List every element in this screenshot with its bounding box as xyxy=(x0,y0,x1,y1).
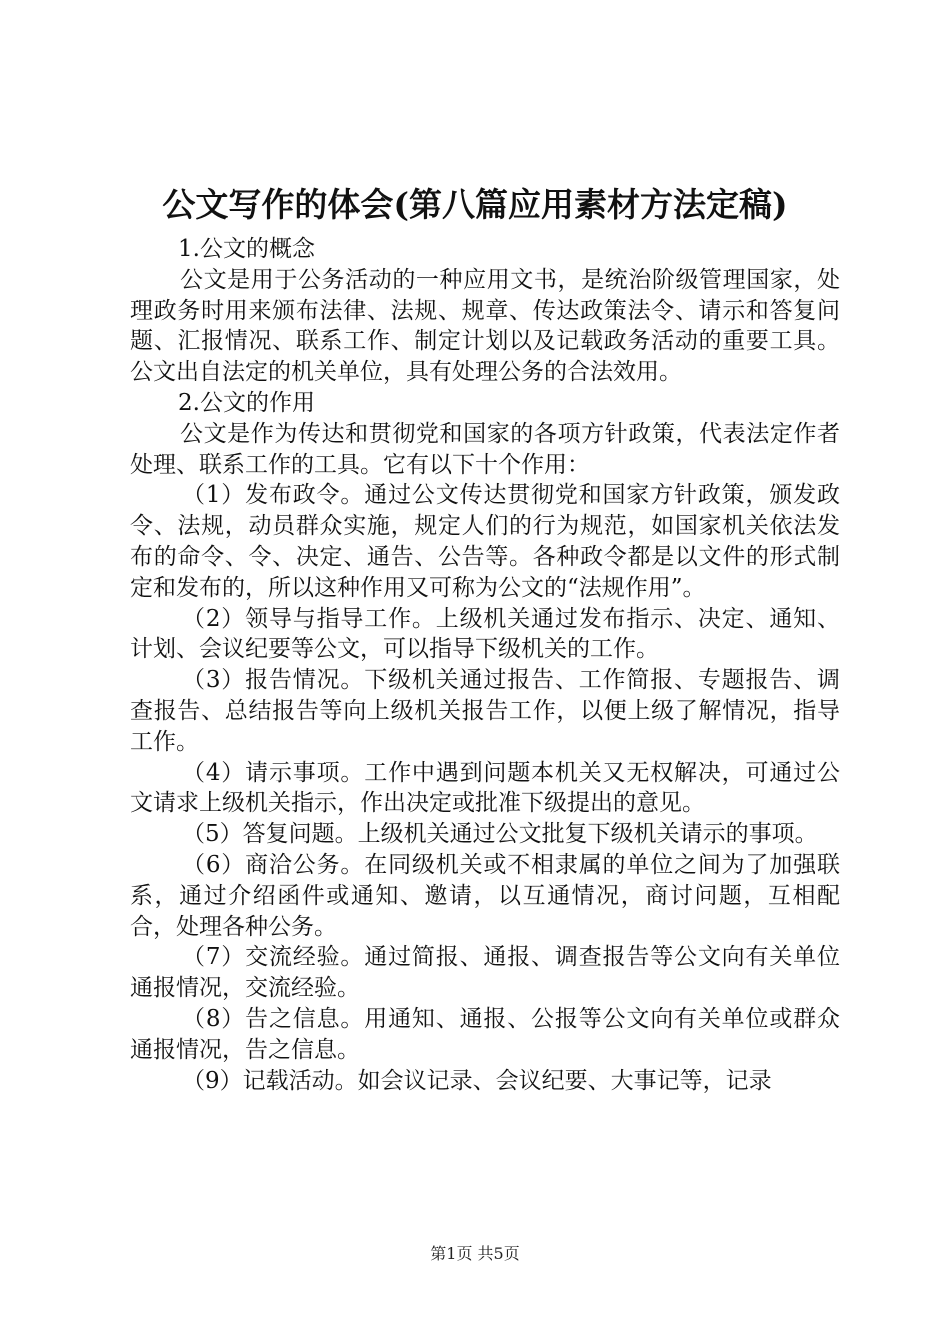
list-item-5: （5）答复问题。上级机关通过公文批复下级机关请示的事项。 xyxy=(182,821,818,848)
paragraph-concept: 公文是用于公务活动的一种应用文书，是统治阶级管理国家，处理政务时用来颁布法律、法规、规章、传达政策法令、请示和答复问题、汇报情况、联系工作、制定计划以及记载政务活动的重要工具。公文出自法定的机关单位，具有处理公务的合法效用。 xyxy=(130,266,840,386)
document-title: 公文写作的体会(第八篇应用素材方法定稿) xyxy=(162,185,788,224)
list-item-6: （6）商洽公务。在同级机关或不相隶属的单位之间为了加强联系，通过介绍函件或通知、邀请，以互通情况，商讨问题，互相配合，处理各种公务。 xyxy=(130,851,840,940)
page-footer: 第1页 共5页 xyxy=(430,1244,520,1263)
document-body xyxy=(130,234,840,1096)
list-item-7: （7）交流经验。通过简报、通报、调查报告等公文向有关单位通报情况，交流经验。 xyxy=(130,944,840,1002)
list-item-9: （9）记载活动。如会议记录、会议纪要、大事记等，记录 xyxy=(182,1067,772,1094)
list-item-3: （3）报告情况。下级机关通过报告、工作简报、专题报告、调查报告、总结报告等向上级机关报告工作，以便上级了解情况，指导工作。 xyxy=(130,667,840,755)
list-item-2: （2）领导与指导工作。上级机关通过发布指示、决定、通知、计划、会议纪要等公文，可以指导下级机关的工作。 xyxy=(130,605,840,663)
section-heading-function: 2.公文的作用 xyxy=(178,389,315,416)
paragraph-function-intro: 公文是作为传达和贯彻党和国家的各项方针政策，代表法定作者处理、联系工作的工具。它有以下十个作用： xyxy=(130,420,840,478)
list-item-8: （8）告之信息。用通知、通报、公报等公文向有关单位或群众通报情况，告之信息。 xyxy=(130,1005,840,1063)
section-heading-concept: 1.公文的概念 xyxy=(178,236,315,262)
list-item-4: （4）请示事项。工作中遇到问题本机关又无权解决，可通过公文请求上级机关指示，作出决定或批准下级提出的意见。 xyxy=(130,759,840,817)
list-item-1: （1）发布政令。通过公文传达贯彻党和国家方针政策，颁发政令、法规，动员群众实施，规定人们的行为规范，如国家机关依法发布的命令、令、决定、通告、公告等。各种政令都是以文件的形式制定和发布的，所以这种作用又可称为公文的“法规作用”。 xyxy=(130,482,840,601)
